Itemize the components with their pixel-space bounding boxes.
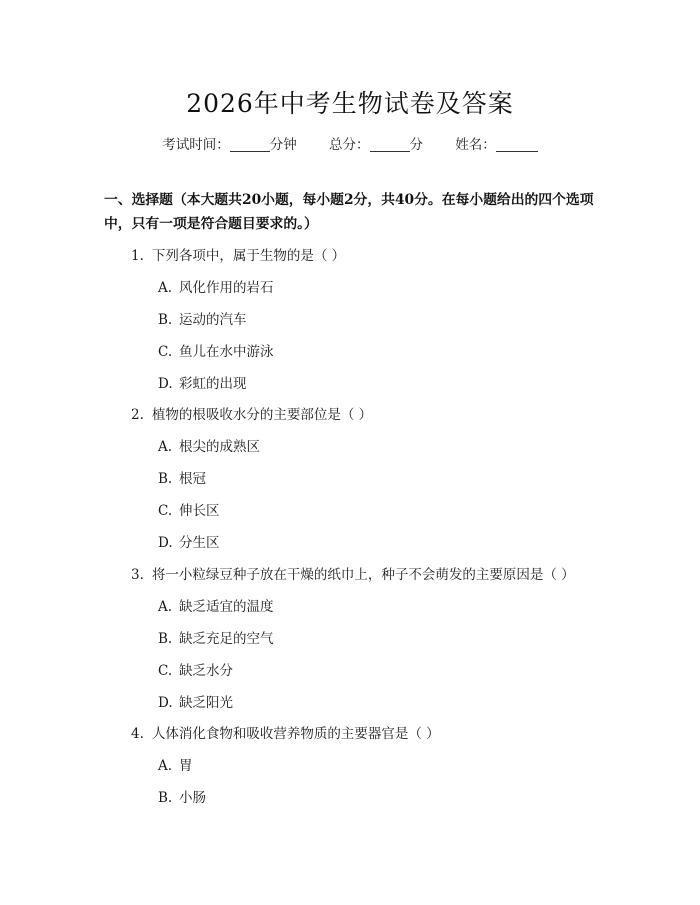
option-1d[interactable] — [158, 372, 247, 392]
question-text: 人体消化食物和吸收营养物质的主要器官是（ ） — [151, 726, 440, 742]
question-4 — [131, 722, 440, 742]
score-label: 总分： — [329, 137, 370, 153]
name-field — [455, 137, 538, 153]
option-text: 伸长区 — [179, 503, 220, 519]
option-letter: A. — [158, 280, 173, 296]
question-number: 1. — [131, 248, 144, 264]
option-text: 缺乏适宜的温度 — [179, 599, 274, 615]
option-4a[interactable] — [158, 754, 193, 774]
option-letter: A. — [158, 599, 173, 615]
option-letter: B. — [158, 312, 173, 328]
score-blank[interactable] — [370, 137, 410, 152]
option-letter: D. — [158, 376, 173, 392]
question-3 — [131, 563, 575, 583]
option-3c[interactable] — [158, 659, 233, 679]
option-text: 风化作用的岩石 — [179, 280, 274, 296]
section-heading: 一、选择题（本大题共20小题，每小题2分，共40分。在每小题给出的四个选项中，只有一项是符合题目要求的。） — [104, 192, 594, 232]
time-field — [162, 137, 301, 153]
option-text: 缺乏充足的空气 — [179, 631, 274, 647]
question-number: 2. — [131, 407, 144, 423]
option-2c[interactable] — [158, 499, 220, 519]
option-1c[interactable] — [158, 340, 274, 360]
option-text: 缺乏水分 — [179, 663, 233, 679]
option-2a[interactable] — [158, 435, 260, 455]
time-unit: 分钟 — [269, 137, 297, 153]
option-text: 根冠 — [179, 471, 206, 487]
question-1 — [131, 244, 345, 264]
option-letter: C. — [158, 503, 173, 519]
option-text: 运动的汽车 — [179, 312, 247, 328]
option-2d[interactable] — [158, 531, 220, 551]
option-text: 缺乏阳光 — [179, 695, 233, 711]
option-text: 分生区 — [179, 535, 220, 551]
option-text: 根尖的成熟区 — [179, 439, 260, 455]
question-text: 植物的根吸收水分的主要部位是（ ） — [151, 407, 373, 423]
option-2b[interactable] — [158, 467, 206, 487]
question-text: 将一小粒绿豆种子放在干燥的纸巾上，种子不会萌发的主要原因是（ ） — [151, 567, 575, 583]
option-1a[interactable] — [158, 276, 274, 296]
option-letter: B. — [158, 471, 173, 487]
option-letter: C. — [158, 344, 173, 360]
option-letter: B. — [158, 790, 173, 806]
option-text: 彩虹的出现 — [179, 376, 247, 392]
time-blank[interactable] — [230, 137, 270, 152]
option-letter: A. — [158, 439, 173, 455]
question-2 — [131, 403, 372, 423]
option-text: 小肠 — [179, 790, 206, 806]
question-number: 4. — [131, 726, 144, 742]
question-text: 下列各项中，属于生物的是（ ） — [151, 248, 346, 264]
option-letter: D. — [158, 535, 173, 551]
score-field — [329, 137, 427, 153]
option-text: 鱼儿在水中游泳 — [179, 344, 274, 360]
option-letter: A. — [158, 758, 173, 774]
option-letter: C. — [158, 663, 173, 679]
question-number: 3. — [131, 567, 144, 583]
option-4b[interactable] — [158, 786, 206, 806]
option-3d[interactable] — [158, 691, 233, 711]
option-3a[interactable] — [158, 595, 274, 615]
name-label: 姓名： — [455, 137, 496, 153]
time-label: 考试时间： — [162, 137, 230, 153]
option-letter: D. — [158, 695, 173, 711]
option-3b[interactable] — [158, 627, 274, 647]
page-title: 2026年中考生物试卷及答案 — [186, 89, 514, 118]
option-letter: B. — [158, 631, 173, 647]
exam-meta — [0, 133, 700, 153]
option-text: 胃 — [179, 758, 193, 774]
name-blank[interactable] — [496, 137, 538, 152]
score-unit: 分 — [409, 137, 423, 153]
option-1b[interactable] — [158, 308, 247, 328]
